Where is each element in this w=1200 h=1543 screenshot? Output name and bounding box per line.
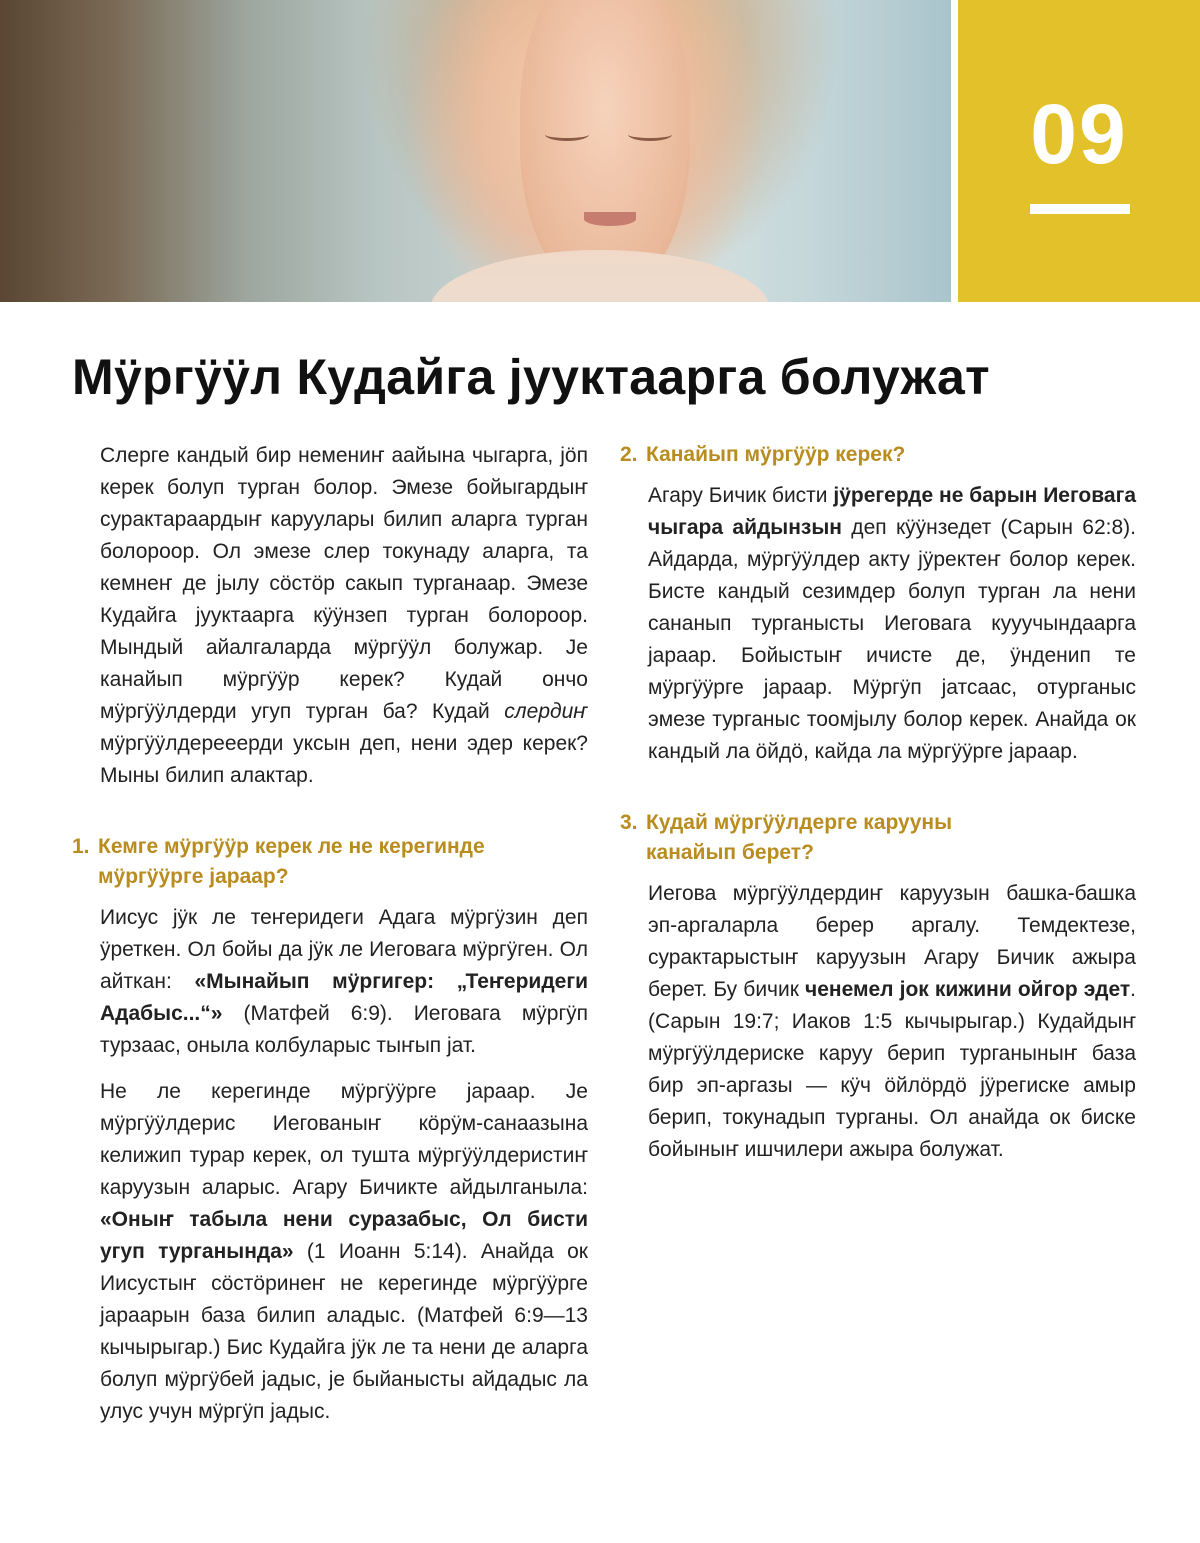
intro-emphasis: слердиҥ [504,700,588,723]
hero-eye-left [545,128,589,141]
section-3-paragraph: Иегова мӱргӱӱлдердиҥ каруузын башка-башка эп-аргаларла берер аргалу. Темдектезе, сурактарыстыҥ каруузын Агару Бичик ажыра берет. Бу бичик ченемел јок кижини ойгор эдет. (Сарын 19:7; Иаков 1:5 кычырыгар.) Кудайдыҥ мӱргӱӱлдериске каруу берип турганыныҥ база бир эп-аргазы — кӱч ӧйлӧрдӧ јӱрегиске амыр берип, токунадып турганы. Ол анайда ок биске бойыныҥ ишчилери ажыра болужат. [648,882,1136,1161]
intro-paragraph: Слерге кандый бир немениҥ аайына чыгарга, јӧп керек болуп турган болор. Эмезе бойыгардыҥ сурактараардыҥ каруулары билип аларга турган болороор. Ол эмезе слер токунаду аларга, та кемнеҥ де јылу сӧстӧр сакып турганаар. Эмезе Кудайга јууктаарга кӱӱнзеп турган болороор. Мындый айалгаларда мӱргӱӱл болужар. Је канайып мӱргӱӱр керек? Кудай ончо мӱргӱӱлдерди угуп турган ба? Кудай слердиҥ мӱргӱӱлдерееерди уксын деп, нени эдер керек? Мыны билип алактар. [100,444,588,787]
section-1-heading: 1. Кемге мӱргӱӱр керек ле не керегинде мӱргӱӱрге јараар? [72,835,485,888]
section-1-paragraph-2: Не ле керегинде мӱргӱӱрге јараар. Је мӱргӱӱлдерис Иегованыҥ кӧрӱм-санаазына келижип турар керек, ол тушта мӱргӱӱлдеристиҥ каруузын аларыс. Агару Бичикте айдылганыла: «Оныҥ табыла нени суразабыс, Ол бисти угуп турганында» (1 Иоанн 5:14). Анайда ок Иисустыҥ сӧстӧринеҥ не керегинде мӱргӱӱрге јараарын база билип аладыс. (Матфей 6:9—13 кычырыгар.) Бис Кудайга јӱк ле та нени де аларга болуп мӱргӱбей јадыс, је быйаныcты айдадыс ла улус учун мӱргӱп јадыс. [100,1080,588,1423]
page-title: Мӱргӱӱл Кудайга јууктаарга болужат [72,349,990,405]
right-column [620,440,1136,1180]
left-column [72,440,588,1442]
section-2-heading: 2. Канайып мӱргӱӱр керек? [620,443,906,466]
section-3-heading: 3. Кудай мӱргӱӱлдерге карууны канайып берет? [620,811,953,864]
section-2-paragraph: Агару Бичик бисти јӱрегерде не барын Иеговага чыгара айдынзын деп кӱӱнзедет (Сарын 62:8). Айдарда, мӱргӱӱлдер акту јӱректеҥ болор керек. Бисте кандый сезимдер болуп турган ла нени сананып турганысты Иеговага кууучындаарга јараар. Бойыстыҥ ичисте де, ӱнденип те мӱргӱӱрге јараар. Мӱргӱп јатсаас, отурганыс эмезе турганыс тоомјылу болор керек. Анайда ок кандый ла ӧйдӧ, кайда ла мӱргӱӱрге јараар. [648,484,1137,763]
lesson-number: 09 [1030,87,1128,181]
lesson-badge [958,0,1200,302]
lesson-number-underline [1030,204,1130,214]
hero-photo [0,0,951,302]
hero-mouth [584,212,636,226]
hero-face [520,0,690,290]
hero-shoulders [430,250,770,302]
section-1-paragraph-1: Иисус јӱк ле теҥеридеги Адага мӱргӱзин деп ӱреткен. Ол бойы да јӱк ле Иеговага мӱргӱген. Ол айткан: «Мынайып мӱргигер: „Теҥеридеги Адабыс...“» (Матфей 6:9). Иеговага мӱргӱп турзаас, оныла колбуларыс тыҥып јат. [100,906,588,1057]
hero-eye-right [628,128,672,141]
